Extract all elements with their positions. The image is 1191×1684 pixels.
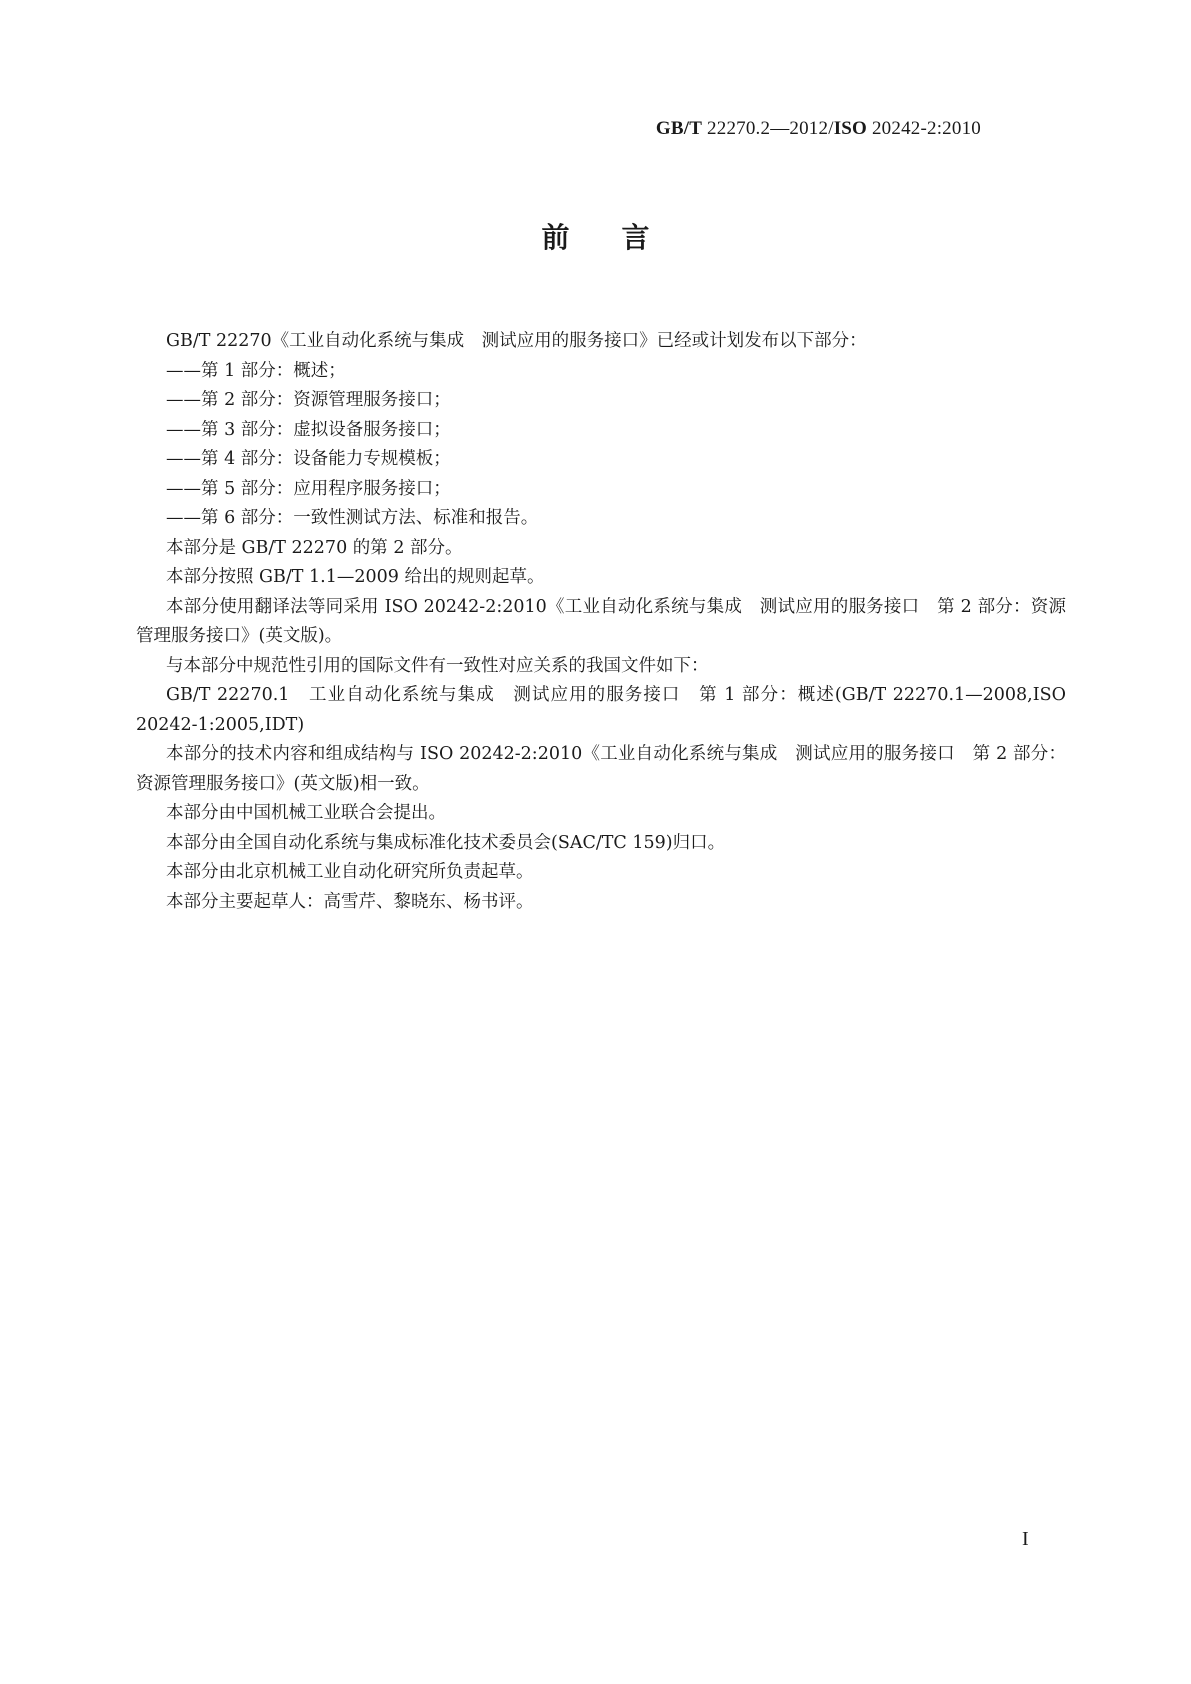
page-title: 前言 bbox=[541, 221, 702, 254]
paragraph: 本部分主要起草人：高雪芹、黎晓东、杨书评。 bbox=[166, 891, 534, 912]
standard-code-header bbox=[656, 118, 981, 140]
foreword-body bbox=[136, 327, 1066, 917]
code-iso-number: 20242-2:2010 bbox=[867, 118, 981, 139]
paragraph: 本部分的技术内容和组成结构与 ISO 20242-2:2010《工业自动化系统与集成 测试应用的服务接口 第 2 部分：资源管理服务接口》(英文版)相一致。 bbox=[136, 744, 1066, 794]
paragraph: 本部分由北京机械工业自动化研究所负责起草。 bbox=[166, 862, 534, 882]
code-number: 22270.2—2012/ bbox=[702, 118, 834, 139]
paragraph: 本部分使用翻译法等同采用 ISO 20242-2:2010《工业自动化系统与集成 测试应用的服务接口 第 2 部分：资源管理服务接口》(英文版)。 bbox=[136, 596, 1066, 646]
paragraph: 本部分由中国机械工业联合会提出。 bbox=[166, 803, 446, 823]
paragraph: 本部分按照 GB/T 1.1—2009 给出的规则起草。 bbox=[166, 567, 545, 587]
paragraph: GB/T 22270《工业自动化系统与集成 测试应用的服务接口》已经或计划发布以下部分： bbox=[166, 331, 867, 351]
list-item: ——第 4 部分：设备能力专规模板； bbox=[166, 449, 451, 469]
code-iso: ISO bbox=[833, 118, 868, 139]
list-item: ——第 1 部分：概述； bbox=[166, 360, 346, 381]
paragraph: 本部分由全国自动化系统与集成标准化技术委员会(SAC/TC 159)归口。 bbox=[166, 832, 726, 853]
paragraph: 与本部分中规范性引用的国际文件有一致性对应关系的我国文件如下： bbox=[166, 655, 709, 676]
list-item: ——第 5 部分：应用程序服务接口； bbox=[166, 478, 451, 499]
paragraph: 本部分是 GB/T 22270 的第 2 部分。 bbox=[166, 537, 463, 558]
list-item: ——第 6 部分：一致性测试方法、标准和报告。 bbox=[166, 508, 539, 528]
list-item: ——第 3 部分：虚拟设备服务接口； bbox=[166, 419, 451, 440]
paragraph: GB/T 22270.1 工业自动化系统与集成 测试应用的服务接口 第 1 部分：概述(GB/T 22270.1—2008,ISO 20242-1:2005,IDT) bbox=[136, 685, 1066, 735]
code-prefix: GB/T bbox=[655, 118, 703, 139]
page-number: I bbox=[1022, 1528, 1029, 1550]
list-item: ——第 2 部分：资源管理服务接口； bbox=[166, 390, 451, 410]
